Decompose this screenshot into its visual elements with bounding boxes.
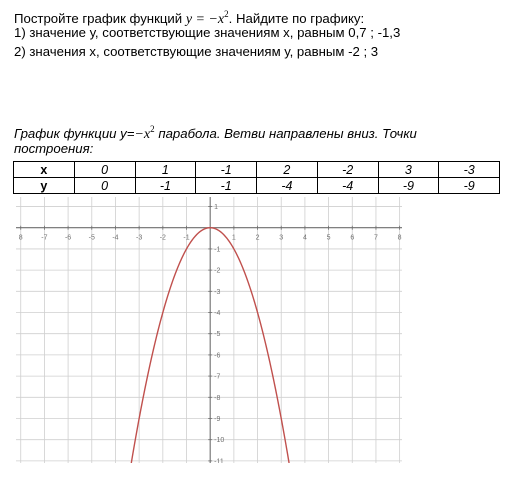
y-tick-label: -4 [214, 310, 221, 318]
x-tick-label: 8 [397, 234, 402, 242]
x-tick-label: 3 [279, 234, 284, 242]
y-tick-label: -11 [214, 458, 224, 463]
task-item-2: 2) значения х, соответствующие значениям у, равным -2 ; 3 [14, 44, 379, 59]
table-cell: -9 [378, 178, 439, 194]
table-cell: -4 [257, 178, 318, 194]
table-cell: 2 [257, 162, 318, 178]
task-suffix: . Найдите по графику: [228, 11, 365, 26]
table-cell: 0 [74, 178, 135, 194]
points-table [13, 161, 500, 194]
table-cell: -3 [439, 162, 500, 178]
x-tick-label: -5 [88, 234, 95, 242]
y-tick-label: -5 [214, 331, 221, 339]
x-tick-label: 2 [255, 234, 260, 242]
table-row-x [14, 162, 500, 178]
x-tick-label: -4 [112, 234, 119, 242]
table-cell: 3 [378, 162, 439, 178]
x-tick-label: 1 [231, 234, 236, 242]
table-cell: -9 [439, 178, 500, 194]
x-tick-label: 6 [350, 234, 355, 242]
solution-line-2: построения: [14, 141, 94, 156]
y-tick-label: -10 [214, 437, 225, 445]
x-tick-label: 5 [326, 234, 331, 242]
solution-formula-exp: 2 [150, 124, 155, 134]
x-tick-label: -6 [64, 234, 72, 242]
solution-prefix: График функции y= [14, 126, 135, 141]
task-formula-exp: 2 [224, 9, 229, 19]
x-tick-label: 8 [18, 234, 23, 242]
y-tick-label: -2 [214, 267, 221, 275]
y-tick-label: -9 [214, 415, 221, 423]
table-cell: 0 [74, 162, 135, 178]
x-tick-label: -1 [183, 234, 190, 242]
x-tick-label: 4 [302, 234, 307, 242]
x-tick-label: -3 [136, 234, 143, 242]
table-y-label: y [14, 178, 75, 194]
y-tick-label: -1 [214, 246, 221, 254]
x-tick-label: -7 [41, 234, 48, 242]
y-tick-label: -8 [214, 394, 221, 402]
table-cell: -1 [196, 178, 257, 194]
y-tick-label: -3 [214, 288, 221, 296]
task-item-1: 1) значение у, соответствующие значениям х, равным 0,7 ; -1,3 [14, 25, 401, 40]
table-cell: -1 [135, 178, 196, 194]
x-tick-label: -2 [159, 234, 166, 242]
table-cell: -2 [317, 162, 378, 178]
task-prefix: Постройте график функций [14, 11, 183, 26]
solution-formula-base: −x [134, 127, 151, 142]
y-tick-label: -7 [214, 373, 221, 381]
grid [16, 197, 402, 463]
y-tick-label: 1 [214, 204, 219, 212]
solution-formula [134, 124, 155, 142]
table-x-label: x [14, 162, 75, 178]
table-row-y [14, 178, 500, 194]
solution-suffix: парабола. Ветви направлены вниз. Точки [154, 126, 417, 141]
x-tick-label: 7 [373, 234, 378, 242]
axes [16, 197, 402, 463]
table-cell: -1 [196, 162, 257, 178]
parabola-graph [16, 197, 402, 463]
task-formula-base: y = −x [185, 12, 225, 27]
table-cell: 1 [135, 162, 196, 178]
solution-line-1 [14, 121, 417, 143]
y-tick-label: -6 [214, 352, 221, 360]
table-cell: -4 [317, 178, 378, 194]
